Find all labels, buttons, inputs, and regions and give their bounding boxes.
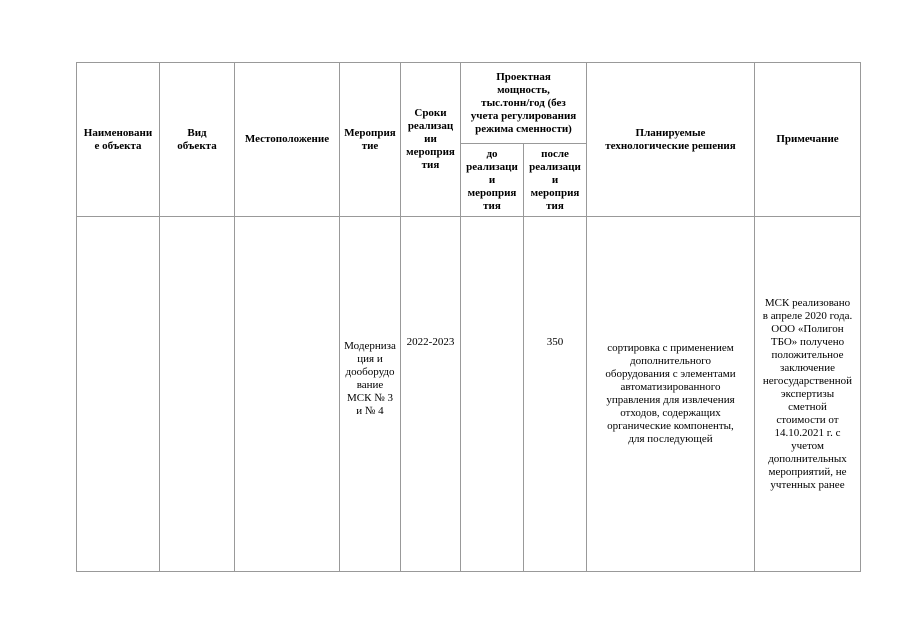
header-after-text: после реализаци и мероприя тия: [529, 147, 581, 212]
cell-note-text: МСК реализовано в апреле 2020 года. ООО «Полигон ТБО» получено положительное заключение негосударственной экспертизы сметной стоимости от 14.10.2021 г. с учетом дополнительных мероприятий, не учтенных ранее: [762, 296, 853, 491]
cell-terms: [401, 217, 461, 572]
cell-after: [524, 217, 587, 572]
header-name-text: Наименовани е объекта: [83, 126, 153, 152]
table-row: [77, 217, 861, 572]
header-before-text: до реализаци и мероприя тия: [466, 147, 518, 212]
cell-terms-text: 2022-2023: [406, 335, 455, 348]
header-solutions: [587, 63, 755, 217]
header-location: [235, 63, 340, 217]
cell-name: [77, 217, 160, 572]
cell-measure: [340, 217, 401, 572]
cell-solutions-text: сортировка с применением дополнительного оборудования с элементами автоматизированного управления для извлечения отходов, содержащих органические компоненты, для последующей: [605, 342, 736, 445]
cell-location: [235, 217, 340, 572]
header-capacity-text: Проектная мощность, тыс.тонн/год (без учета регулирования режима сменности): [470, 70, 577, 135]
cell-type: [160, 217, 235, 572]
header-name: [77, 63, 160, 217]
header-measure-text: Мероприя тие: [344, 126, 396, 152]
cell-measure-text: Модерниза ция и дооборудо вание МСК № 3 и № 4: [344, 340, 396, 417]
header-measure: [340, 63, 401, 217]
cell-after-text: 350: [546, 335, 564, 348]
header-row: [77, 63, 861, 144]
cell-note: [755, 217, 861, 572]
data-table: [76, 62, 861, 572]
header-after: [524, 144, 587, 217]
header-solutions-text: Планируемые технологические решения: [605, 126, 736, 152]
header-type: [160, 63, 235, 217]
cell-before: [461, 217, 524, 572]
header-capacity: [461, 63, 587, 144]
header-note: [755, 63, 861, 217]
cell-solutions: [587, 217, 755, 572]
header-location-text: Местоположение: [244, 133, 330, 145]
header-terms: [401, 63, 461, 217]
header-terms-text: Сроки реализац ии мероприя тия: [406, 107, 455, 171]
header-type-text: Вид объекта: [177, 126, 217, 152]
header-note-text: Примечание: [776, 133, 839, 145]
header-before: [461, 144, 524, 217]
